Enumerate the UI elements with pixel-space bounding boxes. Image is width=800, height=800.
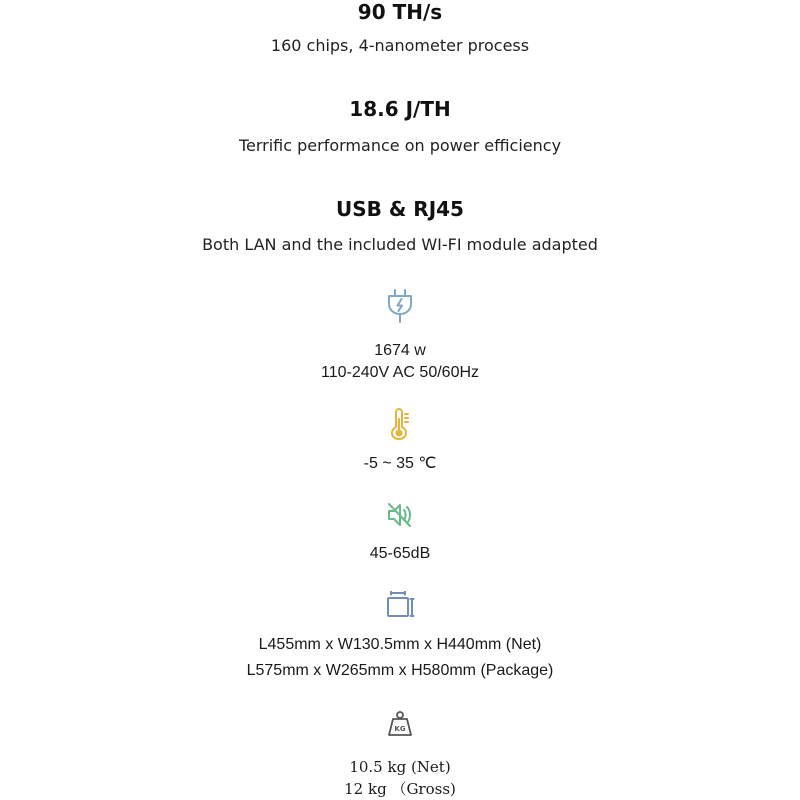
efficiency-subtitle: Terrific performance on power efficiency: [238, 136, 562, 155]
weight-icon-label: KG: [394, 725, 406, 733]
power-plug-icon: [384, 288, 416, 324]
power-consumption: 1674 w: [374, 342, 426, 359]
power-input: 110-240V AC 50/60Hz: [320, 364, 480, 381]
speaker-muted-icon: [386, 501, 414, 529]
net-dimensions: L455mm x W130.5mm x H440mm (Net): [258, 636, 542, 653]
gross-weight: 12 kg （Gross): [344, 780, 456, 798]
hashrate-title: 90 TH/s: [357, 0, 443, 24]
connectivity-subtitle: Both LAN and the included WI-FI module adapted: [202, 235, 598, 254]
connectivity-title: USB & RJ45: [336, 197, 464, 221]
thermometer-icon: [388, 408, 412, 440]
noise-level: 45-65dB: [369, 545, 431, 562]
efficiency-title: 18.6 J/TH: [349, 97, 451, 121]
weight-kg-icon: [387, 710, 413, 738]
net-weight: 10.5 kg (Net): [349, 758, 451, 776]
hashrate-subtitle: 160 chips, 4-nanometer process: [270, 36, 530, 55]
box-dimensions-icon: [385, 591, 415, 619]
package-dimensions: L575mm x W265mm x H580mm (Package): [246, 662, 554, 679]
operating-temperature: -5 ~ 35 ℃: [363, 455, 437, 472]
